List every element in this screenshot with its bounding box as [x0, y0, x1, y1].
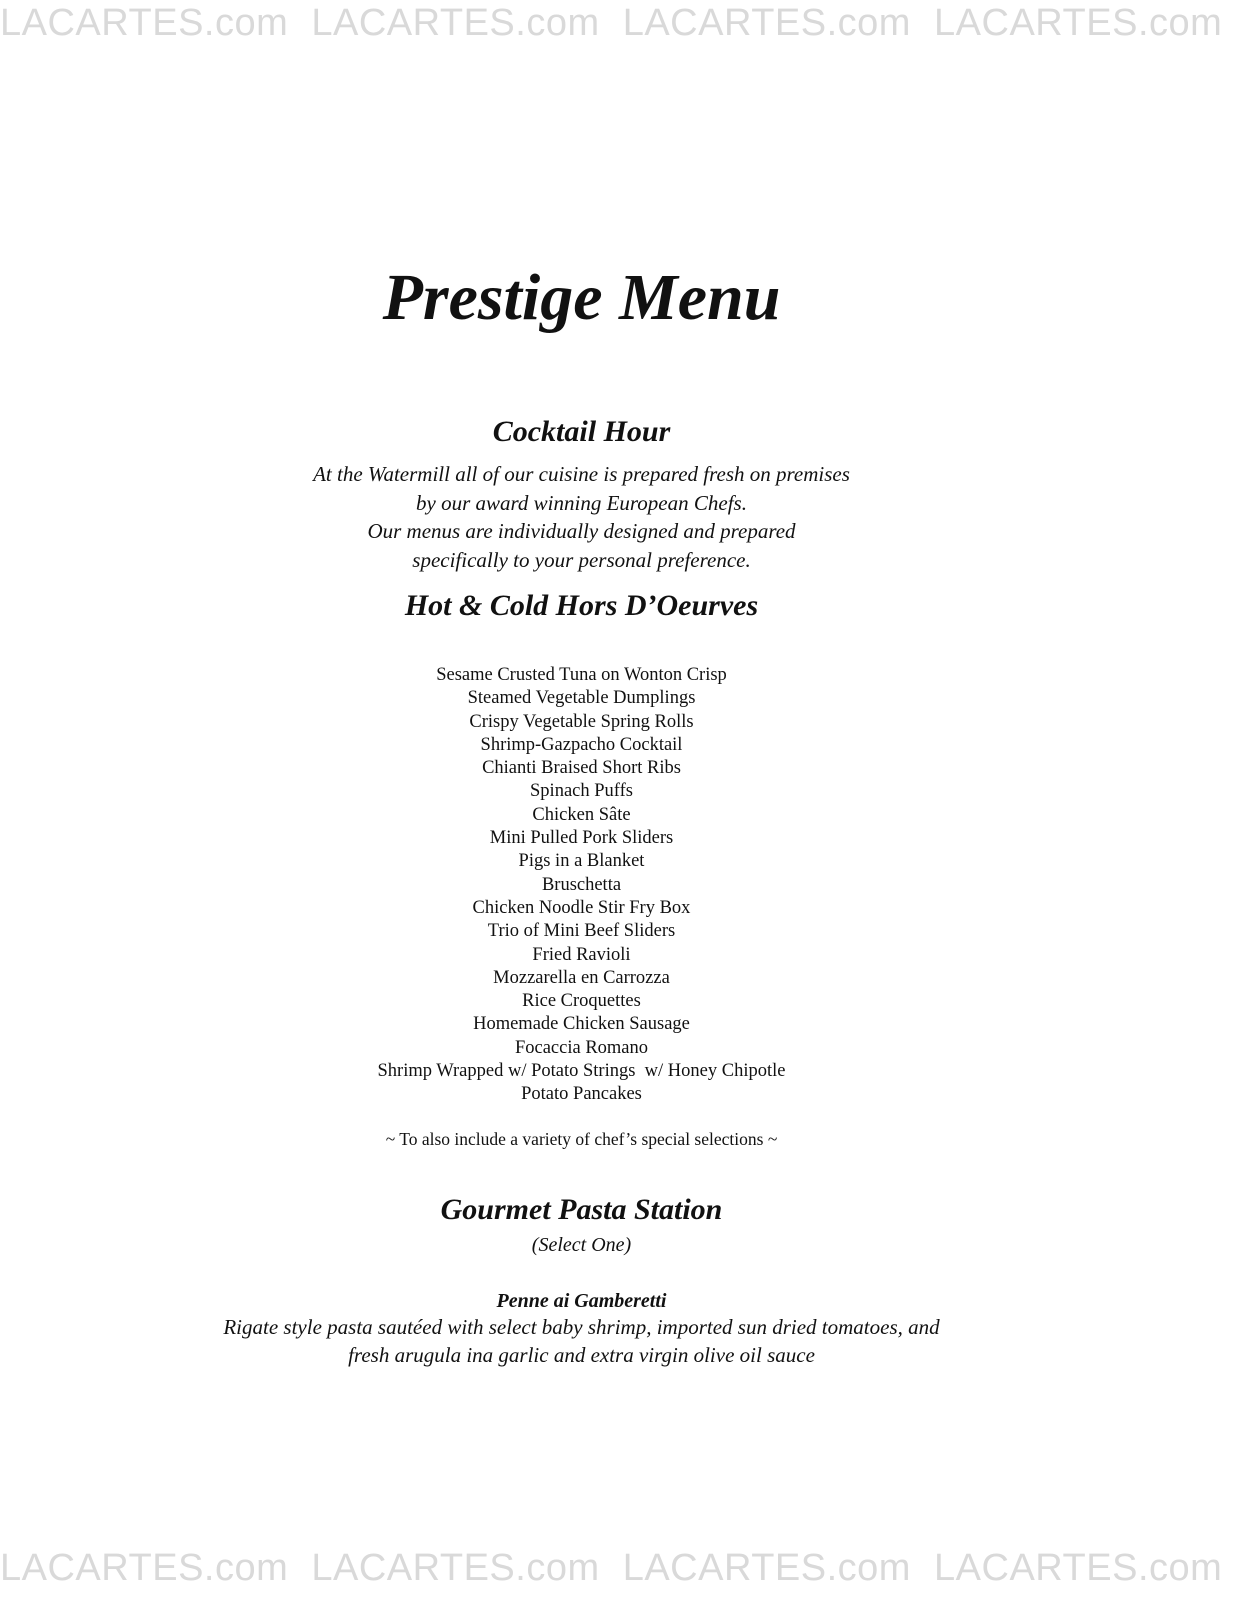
select-one-note: (Select One) [531, 1234, 632, 1256]
watermark-top [0, 2, 1223, 52]
dish-description [0, 1314, 1163, 1369]
list-item: Chicken Noodle Stir Fry Box [472, 897, 691, 918]
list-item: Mini Pulled Pork Sliders [489, 828, 674, 849]
dish-description-line: fresh arugula ina garlic and extra virgin olive oil sauce [348, 1342, 815, 1367]
chef-selections-note: ~ To also include a variety of chef’s special selections ~ [385, 1129, 778, 1149]
watermark-text: LACARTES.com [622, 2, 911, 44]
hors-doeuvres-list [0, 664, 1163, 1107]
pasta-station-heading: Gourmet Pasta Station [440, 1193, 723, 1226]
list-item: Potato Pancakes [521, 1084, 642, 1105]
list-item: Homemade Chicken Sausage [473, 1014, 690, 1035]
intro-line: specifically to your personal preference. [412, 547, 751, 572]
list-item: Chianti Braised Short Ribs [482, 758, 681, 779]
dish-description-line: Rigate style pasta sautéed with select baby shrimp, imported sun dried tomatoes, and [223, 1315, 940, 1339]
dish-name: Penne ai Gamberetti [496, 1290, 667, 1312]
intro-line: Our menus are individually designed and prepared [367, 519, 796, 543]
list-item: Pigs in a Blanket [518, 851, 645, 872]
watermark-text: LACARTES.com [0, 1547, 289, 1589]
list-item: Spinach Puffs [530, 781, 633, 802]
list-item: Shrimp Wrapped w/ Potato Strings w/ Honey Chipotle [377, 1061, 786, 1082]
list-item: Fried Ravioli [532, 944, 631, 965]
watermark-text: LACARTES.com [311, 2, 600, 44]
watermark-text: LACARTES.com [934, 1547, 1223, 1589]
list-item: Mozzarella en Carrozza [493, 967, 670, 988]
list-item: Crispy Vegetable Spring Rolls [469, 711, 694, 732]
list-item: Bruschetta [541, 874, 622, 895]
watermark-text: LACARTES.com [622, 1547, 911, 1589]
cocktail-intro [0, 460, 1163, 574]
watermark-bottom [0, 1547, 1223, 1597]
list-item: Trio of Mini Beef Sliders [487, 921, 676, 942]
list-item: Steamed Vegetable Dumplings [467, 688, 696, 709]
list-item: Rice Croquettes [522, 991, 641, 1012]
list-item: Focaccia Romano [514, 1037, 649, 1058]
intro-line: by our award winning European Chefs. [416, 490, 747, 515]
hors-doeuvres-heading: Hot & Cold Hors D’Oeurves [404, 589, 759, 622]
list-item: Sesame Crusted Tuna on Wonton Crisp [436, 665, 727, 685]
menu-title: Prestige Menu [382, 261, 781, 334]
list-item: Chicken Sâte [532, 804, 631, 825]
cocktail-hour-heading: Cocktail Hour [492, 415, 671, 448]
intro-line: At the Watermill all of our cuisine is prepared fresh on premises [313, 462, 850, 486]
watermark-text: LACARTES.com [934, 2, 1223, 44]
watermark-text: LACARTES.com [0, 2, 289, 44]
list-item: Shrimp-Gazpacho Cocktail [480, 734, 683, 755]
watermark-text: LACARTES.com [311, 1547, 600, 1589]
